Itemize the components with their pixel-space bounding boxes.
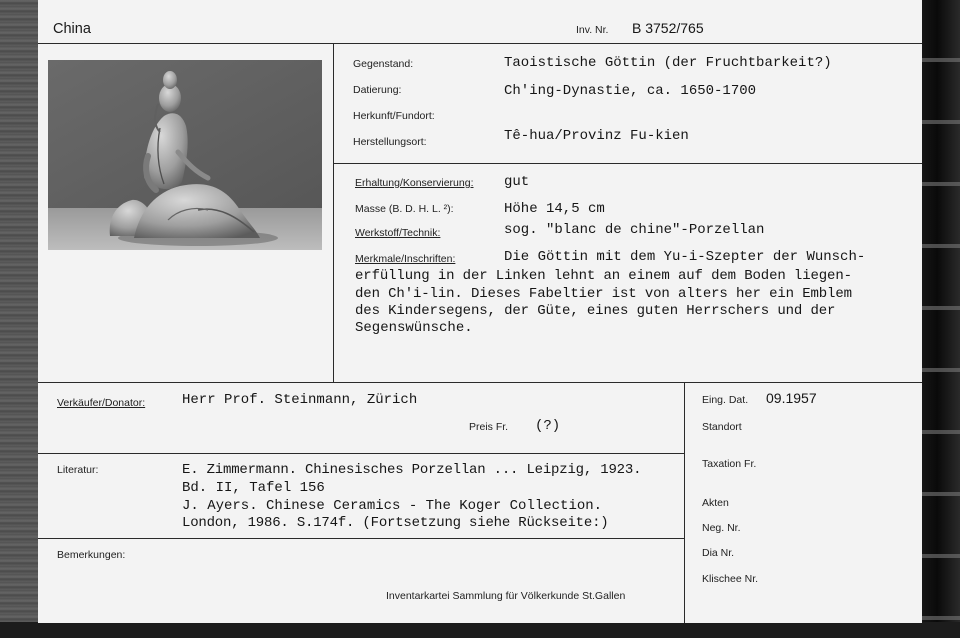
inventory-card: [38, 0, 922, 623]
divider-header: [38, 43, 922, 44]
gegenstand-label: Gegenstand:: [353, 58, 414, 70]
taxation-label: Taxation Fr.: [702, 458, 757, 470]
divider-object-section: [334, 163, 922, 164]
eing-dat-label: Eing. Dat.: [702, 394, 749, 406]
herkunft-label: Herkunft/Fundort:: [353, 110, 435, 122]
institution-footer: Inventarkartei Sammlung für Völkerkunde St.Gallen: [386, 590, 626, 602]
erhaltung-value: gut: [504, 174, 530, 190]
preis-label: Preis Fr.: [469, 421, 509, 433]
background-dark-right: [922, 0, 960, 638]
merkmale-line-1: Die Göttin mit dem Yu-i-Szepter der Wunsch-: [504, 249, 866, 265]
werkstoff-label: Werkstoff/Technik:: [355, 227, 441, 239]
literatur-line-2: Bd. II, Tafel 156: [182, 480, 325, 496]
preis-value: (?): [535, 418, 561, 434]
background-bottom: [0, 622, 960, 638]
literatur-label: Literatur:: [57, 464, 99, 476]
literatur-line-3: J. Ayers. Chinese Ceramics - The Koger Collection.: [182, 498, 603, 514]
bemerkungen-label: Bemerkungen:: [57, 549, 126, 561]
figurine-photo-icon: [48, 60, 322, 250]
masse-value: Höhe 14,5 cm: [504, 201, 605, 217]
eing-dat-value: 09.1957: [766, 390, 817, 406]
gegenstand-value: Taoistische Göttin (der Fruchtbarkeit?): [504, 55, 832, 71]
akten-label: Akten: [702, 497, 729, 509]
erhaltung-label: Erhaltung/Konservierung:: [355, 177, 474, 189]
werkstoff-value: sog. "blanc de chine"-Porzellan: [504, 222, 765, 238]
divider-acquisition: [38, 382, 922, 383]
masse-label: Masse (B. D. H. L. ²):: [355, 203, 454, 215]
divider-literature: [38, 453, 685, 454]
merkmale-line-4: des Kindersegens, der Güte, eines guten Herrschers und der: [355, 303, 836, 319]
region-label: China: [53, 21, 91, 37]
inventory-number-value: B 3752/765: [632, 20, 704, 36]
figurine-photo: [48, 60, 322, 250]
merkmale-line-3: den Ch'i-lin. Dieses Fabeltier ist von alters her ein Emblem: [355, 286, 852, 302]
herstellungsort-value: Tê-hua/Provinz Fu-kien: [504, 128, 689, 144]
merkmale-line-2: erfüllung in der Linken lehnt an einem auf dem Boden liegen-: [355, 268, 852, 284]
verkaeufer-value: Herr Prof. Steinmann, Zürich: [182, 392, 418, 408]
literatur-line-1: E. Zimmermann. Chinesisches Porzellan ... Leipzig, 1923.: [182, 462, 642, 478]
background-fabric-left: [0, 0, 40, 638]
verkaeufer-label: Verkäufer/Donator:: [57, 397, 146, 409]
merkmale-label: Merkmale/Inschriften:: [355, 253, 456, 265]
datierung-label: Datierung:: [353, 84, 402, 96]
klischee-nr-label: Klischee Nr.: [702, 573, 759, 585]
literatur-line-4: London, 1986. S.174f. (Fortsetzung siehe Rückseite:): [182, 515, 609, 531]
merkmale-line-5: Segenswünsche.: [355, 320, 473, 336]
neg-nr-label: Neg. Nr.: [702, 522, 741, 534]
divider-remarks: [38, 538, 685, 539]
divider-side-column: [684, 382, 685, 623]
inventory-number-label: Inv. Nr.: [576, 24, 609, 36]
herstellungsort-label: Herstellungsort:: [353, 136, 427, 148]
dia-nr-label: Dia Nr.: [702, 547, 735, 559]
standort-label: Standort: [702, 421, 742, 433]
datierung-value: Ch'ing-Dynastie, ca. 1650-1700: [504, 83, 757, 99]
divider-photo-column: [333, 43, 334, 383]
